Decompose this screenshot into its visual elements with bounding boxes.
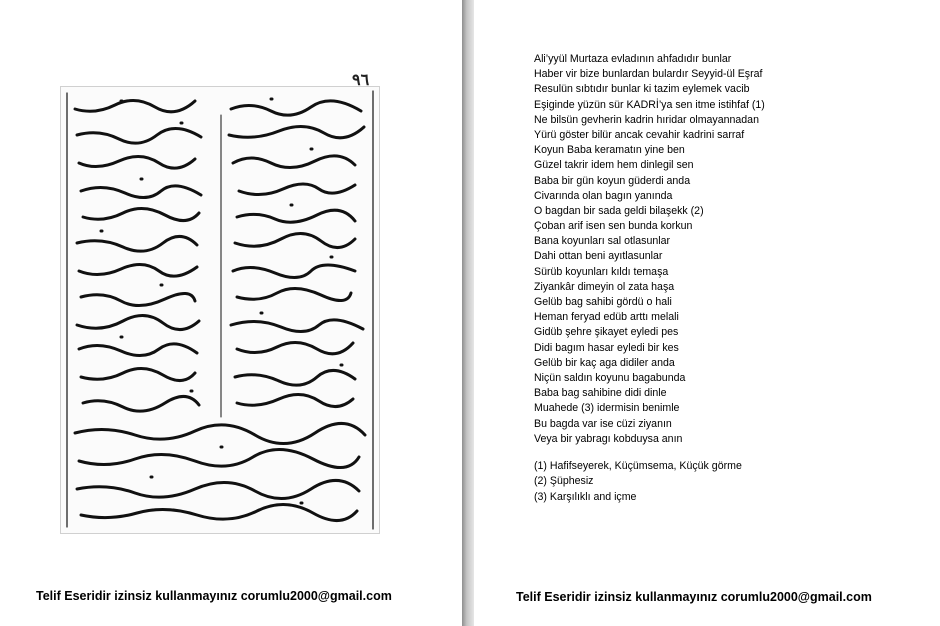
left-copyright-footer: Telif Eseridir izinsiz kullanmayınız corumlu2000@gmail.com bbox=[36, 589, 392, 603]
poem-line: Baba bir gün koyun güderdi anda bbox=[534, 174, 691, 187]
poem-line: Sürüb koyunları kıldı temaşa bbox=[534, 265, 669, 278]
right-copyright-footer: Telif Eseridir izinsiz kullanmayınız corumlu2000@gmail.com bbox=[516, 590, 872, 604]
poem-line: Ali’yyül Murtaza evladının ahfadıdır bunlar bbox=[534, 53, 732, 65]
page-divider bbox=[462, 0, 474, 626]
footnote-line: (2) Şüphesiz bbox=[534, 475, 594, 488]
poem-line: Niçün saldın koyunu bagabunda bbox=[534, 371, 686, 384]
poem-line: Eşiginde yüzün sür KADRİ’ya sen itme istihfaf (1) bbox=[534, 98, 765, 111]
poem-line: Gelüb bir kaç aga didiler anda bbox=[534, 356, 675, 369]
footnote-line: (3) Karşılıklı and içme bbox=[534, 490, 637, 503]
poem-line: Güzel takrir idem hem dinlegil sen bbox=[534, 159, 694, 172]
poem-line: Gelüb bag sahibi gördü o hali bbox=[534, 296, 672, 308]
poem-line: Ziyankâr dimeyin ol zata haşa bbox=[534, 280, 675, 293]
poem-line: Civarında olan bagın yanında bbox=[534, 189, 673, 202]
poem-line: O bagdan bir sada geldi bilaşekk (2) bbox=[534, 204, 704, 217]
poem-text bbox=[534, 52, 765, 447]
poem-line: Dahi ottan beni ayıtlasunlar bbox=[534, 250, 663, 263]
poem-line: Muahede (3) idermisin benimle bbox=[534, 402, 680, 415]
poem-line: Gidüb şehre şikayet eyledi pes bbox=[534, 326, 679, 339]
right-page bbox=[474, 0, 940, 626]
poem-line: Koyun Baba keramatın yine ben bbox=[534, 144, 685, 157]
poem-line: Baba bag sahibine didi dinle bbox=[534, 387, 667, 400]
poem-line: Didi bagım hasar eyledi bir kes bbox=[534, 341, 679, 354]
left-page bbox=[0, 0, 462, 626]
poem-line: Ne bilsün gevherin kadrin hıridar olmayannadan bbox=[534, 113, 759, 126]
poem-line: Yürü göster bilür ancak cevahir kadrini sarraf bbox=[534, 128, 745, 141]
poem-line: Heman feryad edüb arttı melali bbox=[534, 311, 679, 324]
manuscript-page-number: ٩٦ bbox=[352, 70, 370, 89]
poem-line: Bana koyunları sal otlasunlar bbox=[534, 235, 671, 248]
footnote-line: (1) Hafifseyerek, Küçümsema, Küçük görme bbox=[534, 460, 742, 472]
poem-line: Resulün sıbtıdır bunlar ki tazim eylemek vacib bbox=[534, 83, 750, 96]
manuscript-image bbox=[60, 86, 380, 534]
footnotes bbox=[534, 459, 742, 505]
poem-line: Çoban arif isen sen bunda korkun bbox=[534, 220, 693, 233]
manuscript-handwriting bbox=[61, 87, 379, 533]
poem-line: Bu bagda var ise cüzi ziyanın bbox=[534, 417, 672, 430]
poem-line: Veya bir yabragı kobduysa anın bbox=[534, 432, 683, 445]
poem-line: Haber vir bize bunlardan bulardır Seyyid-ül Eşraf bbox=[534, 68, 763, 81]
